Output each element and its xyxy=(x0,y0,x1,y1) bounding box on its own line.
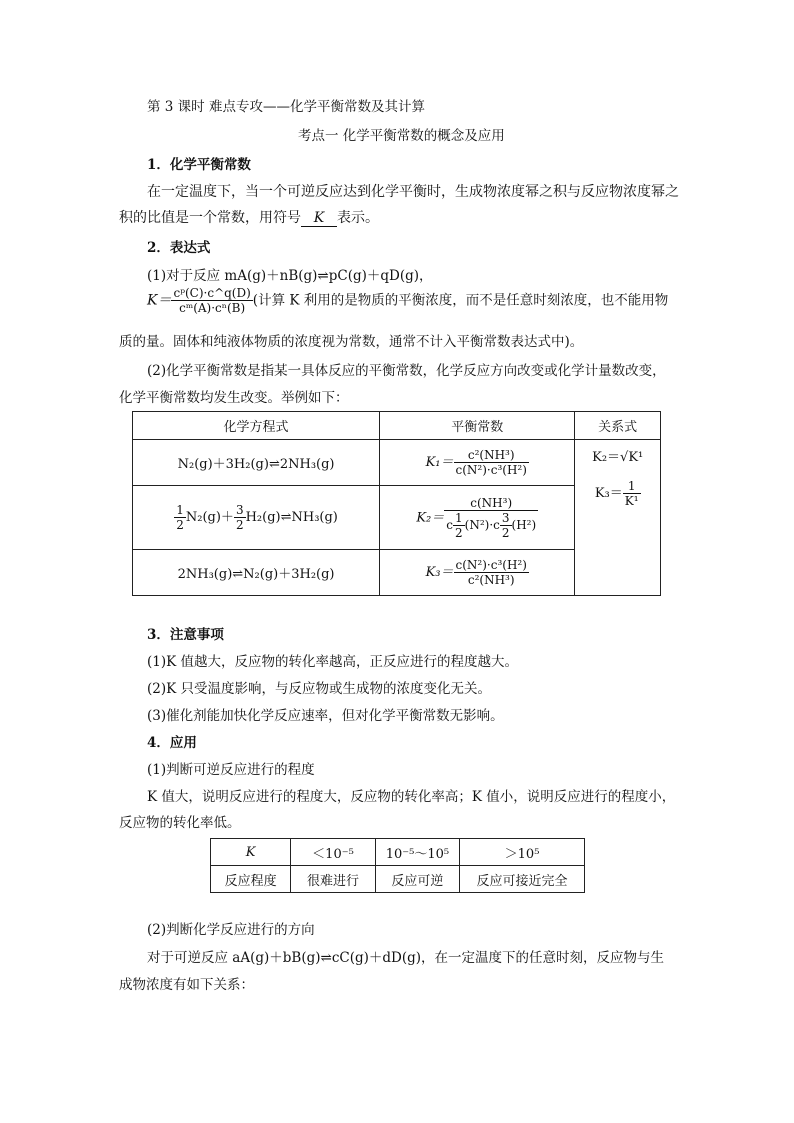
k-note-2: 质的量。固体和纯液体物质的浓度视为常数，通常不计入平衡常数表达式中)。 xyxy=(119,334,584,350)
k-numerator: cᵖ(C)·c^q(D) xyxy=(173,286,251,300)
row1-equation: N₂(g)＋3H₂(g)⇌2NH₃(g) xyxy=(133,440,380,486)
t2-low: ＜10⁻⁵ xyxy=(291,839,375,866)
s1-answer-blank: K xyxy=(301,210,337,227)
th-constant: 平衡常数 xyxy=(380,412,575,440)
s4-heading: 4．应用 xyxy=(147,735,197,751)
row2-equation xyxy=(133,486,380,550)
row1-constant xyxy=(380,440,575,486)
row2-den-f2-num: 3 xyxy=(501,510,510,525)
row3-constant xyxy=(380,550,575,596)
s4-p3: 对于可逆反应 aA(g)＋bB(g)⇌cC(g)＋dD(g)，在一定温度下的任意时刻，反应物与生 xyxy=(147,950,665,966)
relation-2 xyxy=(575,479,660,508)
t2-hard: 很难进行 xyxy=(291,866,375,893)
s1-p1: 在一定温度下，当一个可逆反应达到化学平衡时，生成物浓度幂之积与反应物浓度幂之 xyxy=(147,184,679,200)
lesson-title: 第 3 课时 难点专攻——化学平衡常数及其计算 xyxy=(147,99,425,115)
t2-reversible: 反应可逆 xyxy=(375,866,459,893)
th-equation: 化学方程式 xyxy=(133,412,380,440)
t2-complete: 反应可接近完全 xyxy=(460,866,585,893)
s3-l1: (1)K 值越大，反应物的转化率越高，正反应进行的程度越大。 xyxy=(147,654,518,670)
row3-k-label: K₃＝ xyxy=(425,565,454,580)
s3-heading: 3．注意事项 xyxy=(147,627,224,643)
rel2-left: K₃＝ xyxy=(594,486,623,501)
s2-line1: (1)对于反应 mA(g)＋nB(g)⇌pC(g)＋qD(g)， xyxy=(147,268,433,284)
row3-equation: 2NH₃(g)⇌N₂(g)＋3H₂(g) xyxy=(133,550,380,596)
rel2-den: K¹ xyxy=(624,494,639,508)
row2-den-b: (N²)·c xyxy=(464,517,500,532)
row2-den-f1-num: 1 xyxy=(455,510,463,525)
s4-p2: 反应物的转化率低。 xyxy=(119,815,241,831)
relation-cell xyxy=(575,440,661,596)
section-title: 考点一 化学平衡常数的概念及应用 xyxy=(298,128,505,144)
row1-num: c²(NH³) xyxy=(454,448,529,463)
row2-eq-a: N₂(g)＋ xyxy=(185,510,234,525)
k-note: (计算 K 利用的是物质的平衡浓度，而不是任意时刻浓度，也不能用物 xyxy=(252,292,669,309)
s2-p2a: (2)化学平衡常数是指某一具体反应的平衡常数，化学反应方向改变或化学计量数改变， xyxy=(147,363,666,379)
row3-num: c(N²)·c³(H²) xyxy=(455,558,527,572)
k-fraction xyxy=(171,286,252,315)
t2-k: K xyxy=(211,839,291,866)
relation-1: K₂＝√K¹ xyxy=(592,450,644,465)
row2-f1-den: 2 xyxy=(176,518,184,532)
row3-den: c²(NH³) xyxy=(467,573,515,587)
s2-p2b: 化学平衡常数均发生改变。举例如下： xyxy=(119,390,349,406)
s2-heading: 2．表达式 xyxy=(147,240,211,256)
s2-k-expression xyxy=(147,286,668,315)
row2-f2-den: 2 xyxy=(235,518,244,532)
row2-num: c(NH³) xyxy=(444,496,538,511)
rel2-num: 1 xyxy=(623,479,641,494)
row1-k-label: K₁＝ xyxy=(425,455,454,470)
row2-den-f2-den: 2 xyxy=(501,525,510,540)
s1-p2-before: 积的比值是一个常数，用符号 xyxy=(119,210,301,226)
row2-den-c: (H²) xyxy=(511,517,537,532)
t2-degree-label: 反应程度 xyxy=(211,866,291,893)
row2-den-f1-den: 2 xyxy=(455,525,463,540)
s1-heading: 1．化学平衡常数 xyxy=(147,157,251,173)
t2-mid: 10⁻⁵～10⁵ xyxy=(375,839,459,866)
t2-high: ＞10⁵ xyxy=(460,839,585,866)
s4-sub2: (2)判断化学反应进行的方向 xyxy=(147,922,315,938)
s3-l2: (2)K 只受温度影响，与反应物或生成物的浓度变化无关。 xyxy=(147,681,491,697)
reaction-degree-table xyxy=(210,838,585,893)
row2-k-label: K₂＝ xyxy=(416,510,445,525)
s3-l3: (3)催化剂能加快化学反应速率，但对化学平衡常数无影响。 xyxy=(147,708,504,724)
row1-den: c(N²)·c³(H²) xyxy=(455,463,527,477)
row2-eq-b: H₂(g)⇌NH₃(g) xyxy=(245,510,338,525)
s1-p2-after: 表示。 xyxy=(337,210,379,226)
k-denominator: cᵐ(A)·cⁿ(B) xyxy=(179,301,246,315)
row2-f1-num: 1 xyxy=(176,503,184,517)
s1-p2 xyxy=(119,207,379,227)
row2-constant xyxy=(380,486,575,550)
row2-f2-num: 3 xyxy=(235,503,244,517)
th-relation: 关系式 xyxy=(575,412,661,440)
s4-p1: K 值大，说明反应进行的程度大，反应物的转化率高；K 值小，说明反应进行的程度小， xyxy=(147,789,676,805)
s4-sub1: (1)判断可逆反应进行的程度 xyxy=(147,762,315,778)
k-prefix: K＝ xyxy=(147,292,172,309)
row2-den-a: c xyxy=(446,517,454,532)
s4-p4: 成物浓度有如下关系： xyxy=(119,977,254,993)
equilibrium-table xyxy=(132,411,661,596)
row2-den xyxy=(444,511,538,540)
